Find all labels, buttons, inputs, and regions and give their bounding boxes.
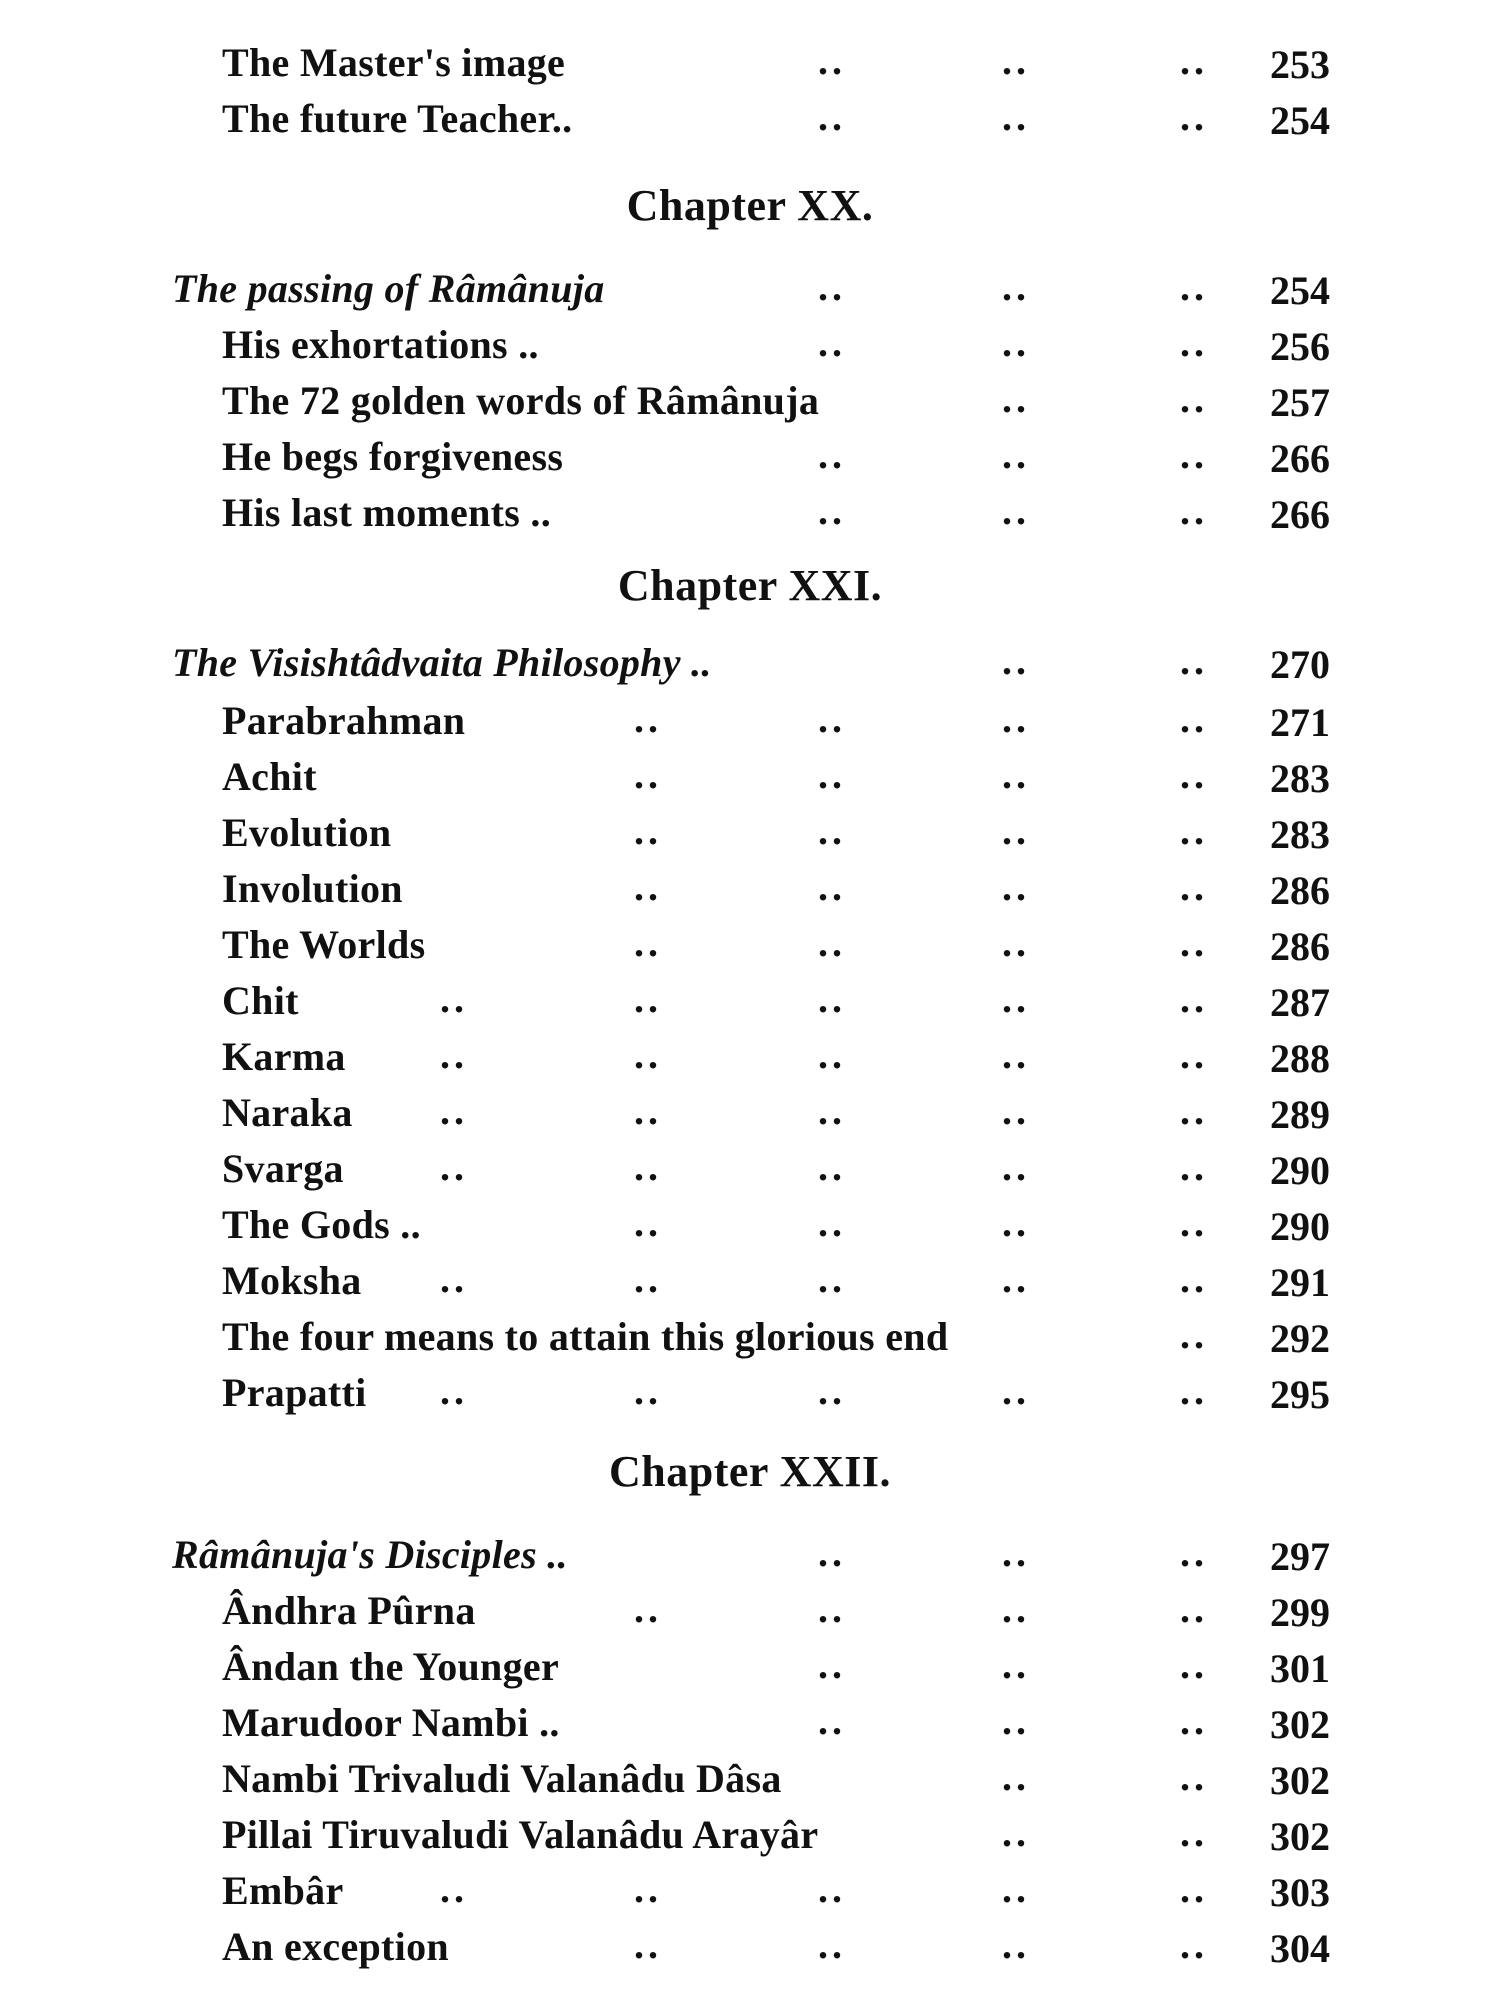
leader-dots: ..	[818, 808, 846, 853]
leader-dots: ..	[818, 1922, 846, 1967]
toc-entry	[0, 1086, 1500, 1142]
leader-dots: ..	[1180, 320, 1208, 365]
toc-entry	[0, 486, 1500, 542]
leader-dots: ..	[1002, 808, 1030, 853]
leader-dots: ..	[1180, 488, 1208, 533]
page-number: 257	[1270, 380, 1330, 425]
leader-dots: ..	[818, 1032, 846, 1077]
entry-title: The Master's image	[222, 40, 566, 85]
leader-dots: ..	[440, 1866, 468, 1911]
page-number: 288	[1270, 1036, 1330, 1081]
leader-dots: ..	[1180, 864, 1208, 909]
page-number: 266	[1270, 436, 1330, 481]
toc-entry	[0, 1640, 1500, 1696]
entry-title: The passing of Râmânuja	[172, 266, 605, 311]
leader-dots: ..	[818, 488, 846, 533]
leader-dots: ..	[634, 1256, 662, 1301]
leader-dots: ..	[634, 1032, 662, 1077]
toc-entry	[0, 1366, 1500, 1422]
entry-title: Râmânuja's Disciples ..	[172, 1532, 568, 1577]
leader-dots: ..	[1002, 1586, 1030, 1631]
page-number: 291	[1270, 1260, 1330, 1305]
leader-dots: ..	[818, 1256, 846, 1301]
page-number: 302	[1270, 1702, 1330, 1747]
leader-dots: ..	[818, 1698, 846, 1743]
leader-dots: ..	[818, 1586, 846, 1631]
leader-dots: ..	[634, 1866, 662, 1911]
toc-entry	[0, 806, 1500, 862]
leader-dots: ..	[818, 1368, 846, 1413]
leader-dots: ..	[1002, 1530, 1030, 1575]
leader-dots: ..	[634, 1586, 662, 1631]
entry-title: Naraka	[222, 1090, 353, 1135]
page-number: 290	[1270, 1204, 1330, 1249]
toc-entry	[0, 750, 1500, 806]
leader-dots: ..	[1002, 320, 1030, 365]
leader-dots: ..	[440, 1144, 468, 1189]
page-number: 301	[1270, 1646, 1330, 1691]
toc-entry	[0, 430, 1500, 486]
leader-dots: ..	[1180, 1810, 1208, 1855]
leader-dots: ..	[1180, 1312, 1208, 1357]
leader-dots: ..	[818, 320, 846, 365]
leader-dots: ..	[1180, 1032, 1208, 1077]
page-number: 299	[1270, 1590, 1330, 1635]
toc-entry	[0, 1254, 1500, 1310]
leader-dots: ..	[818, 1088, 846, 1133]
leader-dots: ..	[440, 1088, 468, 1133]
leader-dots: ..	[634, 1088, 662, 1133]
leader-dots: ..	[1180, 1866, 1208, 1911]
toc-entry	[0, 694, 1500, 750]
page-number: 283	[1270, 812, 1330, 857]
leader-dots: ..	[1180, 376, 1208, 421]
leader-dots: ..	[818, 94, 846, 139]
entry-title: An exception	[222, 1924, 449, 1969]
page-number: 304	[1270, 1926, 1330, 1971]
leader-dots: ..	[1002, 1922, 1030, 1967]
entry-title: Moksha	[222, 1258, 362, 1303]
entry-title: Ândan the Younger	[222, 1644, 560, 1689]
page-number: 266	[1270, 492, 1330, 537]
leader-dots: ..	[634, 696, 662, 741]
entry-title: Involution	[222, 866, 403, 911]
leader-dots: ..	[440, 976, 468, 1021]
toc-entry	[0, 974, 1500, 1030]
entry-title: His last moments ..	[222, 490, 552, 535]
chapter-heading: Chapter XX.	[626, 181, 874, 230]
leader-dots: ..	[818, 1866, 846, 1911]
entry-title: Marudoor Nambi ..	[222, 1700, 560, 1745]
page-number: 303	[1270, 1870, 1330, 1915]
entry-title: The four means to attain this glorious end	[222, 1314, 949, 1359]
toc-entry	[0, 1752, 1500, 1808]
leader-dots: ..	[1002, 1088, 1030, 1133]
leader-dots: ..	[1180, 1530, 1208, 1575]
leader-dots: ..	[818, 752, 846, 797]
entry-title: Ândhra Pûrna	[222, 1588, 476, 1633]
toc-section-entry	[0, 636, 1500, 692]
page-number: 271	[1270, 700, 1330, 745]
leader-dots: ..	[818, 1642, 846, 1687]
entry-title: Embâr	[222, 1868, 344, 1913]
leader-dots: ..	[1180, 752, 1208, 797]
leader-dots: ..	[1180, 920, 1208, 965]
leader-dots: ..	[818, 920, 846, 965]
leader-dots: ..	[1002, 976, 1030, 1021]
leader-dots: ..	[1002, 1032, 1030, 1077]
entry-title: Nambi Trivaludi Valanâdu Dâsa	[222, 1756, 782, 1801]
toc-entry	[0, 1808, 1500, 1864]
entry-title: The Gods ..	[222, 1202, 421, 1247]
toc-entry	[0, 1864, 1500, 1920]
toc-section-entry	[0, 1528, 1500, 1584]
leader-dots: ..	[1180, 1642, 1208, 1687]
page-number: 254	[1270, 98, 1330, 143]
page-number: 292	[1270, 1316, 1330, 1361]
leader-dots: ..	[1180, 696, 1208, 741]
toc-entry	[0, 918, 1500, 974]
leader-dots: ..	[440, 1032, 468, 1077]
page-number: 302	[1270, 1758, 1330, 1803]
leader-dots: ..	[1002, 1642, 1030, 1687]
toc-entry	[0, 1142, 1500, 1198]
leader-dots: ..	[1180, 264, 1208, 309]
leader-dots: ..	[818, 432, 846, 477]
leader-dots: ..	[1002, 920, 1030, 965]
toc-section-entry	[0, 262, 1500, 318]
leader-dots: ..	[818, 38, 846, 83]
leader-dots: ..	[818, 264, 846, 309]
leader-dots: ..	[440, 1256, 468, 1301]
leader-dots: ..	[1180, 1256, 1208, 1301]
leader-dots: ..	[1002, 376, 1030, 421]
leader-dots: ..	[1002, 94, 1030, 139]
page-number: 290	[1270, 1148, 1330, 1193]
toc-entry	[0, 1310, 1500, 1366]
page-number: 287	[1270, 980, 1330, 1025]
leader-dots: ..	[1180, 1200, 1208, 1245]
leader-dots: ..	[818, 976, 846, 1021]
leader-dots: ..	[1180, 1368, 1208, 1413]
page-number: 302	[1270, 1814, 1330, 1859]
leader-dots: ..	[1002, 264, 1030, 309]
entry-title: The Visishtâdvaita Philosophy ..	[172, 640, 712, 685]
leader-dots: ..	[1180, 638, 1208, 683]
page-number: 295	[1270, 1372, 1330, 1417]
toc-entry	[0, 1696, 1500, 1752]
leader-dots: ..	[1002, 38, 1030, 83]
leader-dots: ..	[1180, 1586, 1208, 1631]
leader-dots: ..	[1002, 1368, 1030, 1413]
toc-entry	[0, 1030, 1500, 1086]
leader-dots: ..	[1002, 696, 1030, 741]
page-number: 256	[1270, 324, 1330, 369]
entry-title: Prapatti	[222, 1370, 367, 1415]
toc-entry	[0, 92, 1500, 148]
toc-entry	[0, 1584, 1500, 1640]
leader-dots: ..	[818, 696, 846, 741]
leader-dots: ..	[634, 1368, 662, 1413]
chapter-heading: Chapter XXI.	[617, 561, 883, 610]
leader-dots: ..	[1002, 432, 1030, 477]
leader-dots: ..	[634, 1200, 662, 1245]
leader-dots: ..	[1180, 976, 1208, 1021]
leader-dots: ..	[1002, 864, 1030, 909]
leader-dots: ..	[1180, 94, 1208, 139]
leader-dots: ..	[1180, 432, 1208, 477]
leader-dots: ..	[1002, 1200, 1030, 1245]
page-number: 254	[1270, 268, 1330, 313]
leader-dots: ..	[1180, 1922, 1208, 1967]
leader-dots: ..	[440, 1368, 468, 1413]
leader-dots: ..	[1002, 1144, 1030, 1189]
toc-entry	[0, 1198, 1500, 1254]
leader-dots: ..	[634, 920, 662, 965]
page-number: 289	[1270, 1092, 1330, 1137]
page-number: 297	[1270, 1534, 1330, 1579]
leader-dots: ..	[1002, 1698, 1030, 1743]
toc-entry	[0, 862, 1500, 918]
leader-dots: ..	[634, 976, 662, 1021]
leader-dots: ..	[634, 752, 662, 797]
toc-entry	[0, 36, 1500, 92]
leader-dots: ..	[1180, 38, 1208, 83]
toc-entry	[0, 374, 1500, 430]
toc-entry	[0, 318, 1500, 374]
leader-dots: ..	[1180, 808, 1208, 853]
leader-dots: ..	[634, 1144, 662, 1189]
leader-dots: ..	[634, 808, 662, 853]
entry-title: Chit	[222, 978, 299, 1023]
leader-dots: ..	[1180, 1088, 1208, 1133]
leader-dots: ..	[1002, 488, 1030, 533]
page-number: 270	[1270, 642, 1330, 687]
entry-title: He begs forgiveness	[222, 434, 564, 479]
leader-dots: ..	[1002, 1866, 1030, 1911]
entry-title: The Worlds	[222, 922, 426, 967]
entry-title: Achit	[222, 754, 317, 799]
leader-dots: ..	[1002, 1754, 1030, 1799]
leader-dots: ..	[818, 1530, 846, 1575]
entry-title: Karma	[222, 1034, 346, 1079]
leader-dots: ..	[818, 864, 846, 909]
entry-title: The 72 golden words of Râmânuja	[222, 378, 820, 423]
page-number: 253	[1270, 42, 1330, 87]
leader-dots: ..	[1180, 1754, 1208, 1799]
toc-entry	[0, 1920, 1500, 1976]
entry-title: His exhortations ..	[222, 322, 539, 367]
leader-dots: ..	[1180, 1698, 1208, 1743]
leader-dots: ..	[1002, 638, 1030, 683]
leader-dots: ..	[818, 1144, 846, 1189]
page-number: 286	[1270, 924, 1330, 969]
entry-title: Parabrahman	[222, 698, 466, 743]
leader-dots: ..	[634, 864, 662, 909]
chapter-heading: Chapter XXII.	[609, 1447, 891, 1496]
leader-dots: ..	[1002, 1810, 1030, 1855]
leader-dots: ..	[818, 1200, 846, 1245]
entry-title: Pillai Tiruvaludi Valanâdu Arayâr	[222, 1812, 819, 1857]
entry-title: The future Teacher..	[222, 96, 573, 141]
page-number: 286	[1270, 868, 1330, 913]
leader-dots: ..	[1180, 1144, 1208, 1189]
entry-title: Svarga	[222, 1146, 344, 1191]
entry-title: Evolution	[222, 810, 392, 855]
page-number: 283	[1270, 756, 1330, 801]
leader-dots: ..	[1002, 1256, 1030, 1301]
leader-dots: ..	[634, 1922, 662, 1967]
leader-dots: ..	[1002, 752, 1030, 797]
